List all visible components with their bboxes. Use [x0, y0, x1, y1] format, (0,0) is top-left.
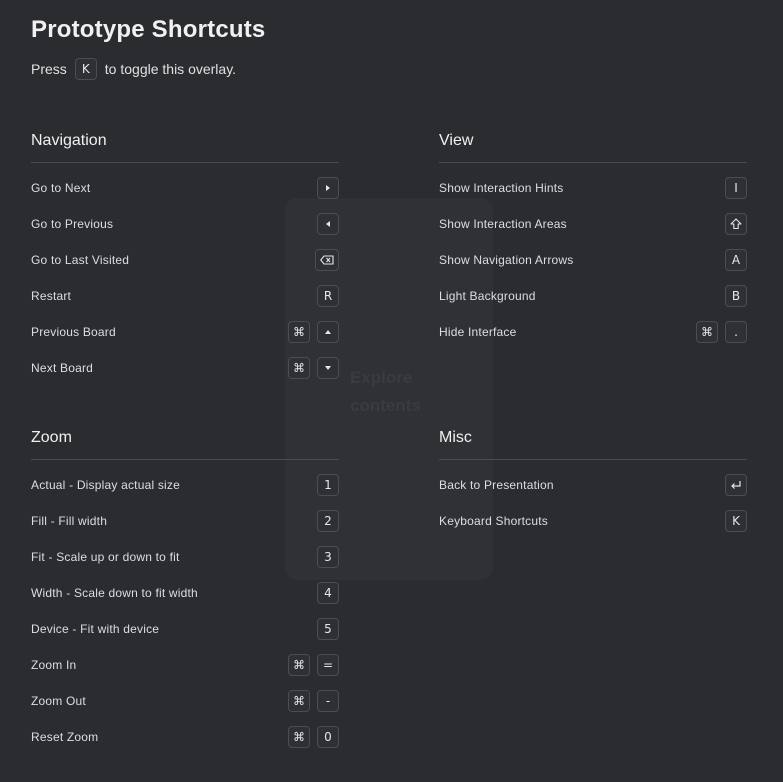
- arrow-up-icon: [324, 328, 332, 336]
- shortcut-row-light-background: [439, 278, 747, 314]
- shortcut-list-view: [439, 163, 747, 350]
- shortcut-keys: [696, 321, 747, 343]
- shortcut-label: Fill - Fill width: [31, 514, 108, 528]
- shortcut-keys: [288, 690, 339, 712]
- shortcut-row-zoom-in: [31, 647, 339, 683]
- shortcut-keys: [317, 546, 339, 568]
- shortcut-row-width-scale-down-to-fit-width: [31, 575, 339, 611]
- shortcut-label: Go to Previous: [31, 217, 114, 231]
- shortcut-row-go-to-last-visited: [31, 242, 339, 278]
- key-5: 5: [317, 618, 339, 640]
- return-icon: [730, 480, 742, 490]
- key-command: ⌘: [288, 690, 310, 712]
- key-r: R: [317, 285, 339, 307]
- section-title-view: View: [439, 130, 747, 163]
- section-misc: [439, 417, 747, 539]
- section-view: [439, 120, 747, 350]
- shortcut-label: Go to Next: [31, 181, 91, 195]
- shortcut-keys: [317, 618, 339, 640]
- shortcut-keys: [725, 213, 747, 235]
- section-title-zoom: Zoom: [31, 427, 339, 460]
- shortcut-label: Next Board: [31, 361, 94, 375]
- backspace-icon: [320, 255, 334, 265]
- shortcut-label: Fit - Scale up or down to fit: [31, 550, 180, 564]
- shortcut-keys: [725, 285, 747, 307]
- shortcut-keys: [317, 285, 339, 307]
- shortcut-label: Light Background: [439, 289, 536, 303]
- shortcut-label: Device - Fit with device: [31, 622, 160, 636]
- section-zoom: [31, 417, 339, 755]
- arrow-right-key: [317, 177, 339, 199]
- shortcut-label: Actual - Display actual size: [31, 478, 180, 492]
- shortcut-label: Go to Last Visited: [31, 253, 130, 267]
- key-2: 2: [317, 510, 339, 532]
- shortcut-label: Reset Zoom: [31, 730, 99, 744]
- toggle-key: K: [75, 58, 97, 80]
- key-equals: =: [317, 654, 339, 676]
- arrow-right-icon: [324, 184, 332, 192]
- key-1: 1: [317, 474, 339, 496]
- return-key: [725, 474, 747, 496]
- shortcut-label: Zoom In: [31, 658, 77, 672]
- arrow-down-icon: [324, 364, 332, 372]
- shortcut-row-fill-fill-width: [31, 503, 339, 539]
- key-a: A: [725, 249, 747, 271]
- shortcut-label: Keyboard Shortcuts: [439, 514, 548, 528]
- shortcut-label: Zoom Out: [31, 694, 86, 708]
- key-command: ⌘: [696, 321, 718, 343]
- shortcut-keys: [725, 177, 747, 199]
- shortcut-row-show-interaction-hints: [439, 170, 747, 206]
- key-4: 4: [317, 582, 339, 604]
- shortcut-row-show-interaction-areas: [439, 206, 747, 242]
- shortcut-keys: [725, 249, 747, 271]
- shortcut-keys: [288, 726, 339, 748]
- shortcut-keys: [317, 582, 339, 604]
- key-3: 3: [317, 546, 339, 568]
- arrow-down-key: [317, 357, 339, 379]
- shortcut-row-go-to-next: [31, 170, 339, 206]
- section-navigation: [31, 120, 339, 386]
- key-command: ⌘: [288, 654, 310, 676]
- shortcut-label: Hide Interface: [439, 325, 517, 339]
- shortcut-keys: [288, 654, 339, 676]
- shortcut-keys: [317, 213, 339, 235]
- key-period: .: [725, 321, 747, 343]
- shortcut-keys: [315, 249, 339, 271]
- shortcut-row-back-to-presentation: [439, 467, 747, 503]
- key-command: ⌘: [288, 726, 310, 748]
- shortcut-label: Show Interaction Hints: [439, 181, 564, 195]
- shortcut-label: Back to Presentation: [439, 478, 554, 492]
- shortcut-row-fit-scale-up-or-down-to-fit: [31, 539, 339, 575]
- shortcut-list-misc: [439, 460, 747, 539]
- subtitle-before: Press: [31, 61, 67, 77]
- shortcut-label: Previous Board: [31, 325, 116, 339]
- backspace-key: [315, 249, 339, 271]
- shortcut-list-navigation: [31, 163, 339, 386]
- shortcut-label: Width - Scale down to fit width: [31, 586, 198, 600]
- arrow-left-icon: [324, 220, 332, 228]
- shortcut-row-show-navigation-arrows: [439, 242, 747, 278]
- shortcut-label: Show Interaction Areas: [439, 217, 567, 231]
- shortcut-label: Restart: [31, 289, 72, 303]
- section-title-navigation: Navigation: [31, 130, 339, 163]
- shortcut-row-previous-board: [31, 314, 339, 350]
- shortcut-keys: [725, 510, 747, 532]
- shortcut-keys: [317, 474, 339, 496]
- background-card-text: Explore contents: [350, 368, 421, 415]
- shortcut-list-zoom: [31, 460, 339, 755]
- shortcut-keys: [317, 510, 339, 532]
- shortcut-row-keyboard-shortcuts: [439, 503, 747, 539]
- section-title-misc: Misc: [439, 427, 747, 460]
- key-b: B: [725, 285, 747, 307]
- key-minus: -: [317, 690, 339, 712]
- shift-icon: [730, 218, 742, 230]
- key-i: I: [725, 177, 747, 199]
- shortcut-keys: [288, 357, 339, 379]
- key-k: K: [725, 510, 747, 532]
- shortcut-row-restart: [31, 278, 339, 314]
- shortcut-row-reset-zoom: [31, 719, 339, 755]
- arrow-up-key: [317, 321, 339, 343]
- shortcut-row-device-fit-with-device: [31, 611, 339, 647]
- shortcut-row-actual-display-actual-size: [31, 467, 339, 503]
- key-0: 0: [317, 726, 339, 748]
- subtitle-after: to toggle this overlay.: [104, 61, 237, 77]
- shortcut-label: Show Navigation Arrows: [439, 253, 574, 267]
- shortcut-row-hide-interface: [439, 314, 747, 350]
- shortcut-keys: [725, 474, 747, 496]
- shift-key: [725, 213, 747, 235]
- shortcut-keys: [288, 321, 339, 343]
- subtitle: [31, 56, 236, 82]
- page-title: Prototype Shortcuts: [31, 16, 266, 43]
- key-command: ⌘: [288, 321, 310, 343]
- shortcut-row-go-to-previous: [31, 206, 339, 242]
- shortcut-row-next-board: [31, 350, 339, 386]
- shortcut-row-zoom-out: [31, 683, 339, 719]
- shortcut-keys: [317, 177, 339, 199]
- arrow-left-key: [317, 213, 339, 235]
- key-command: ⌘: [288, 357, 310, 379]
